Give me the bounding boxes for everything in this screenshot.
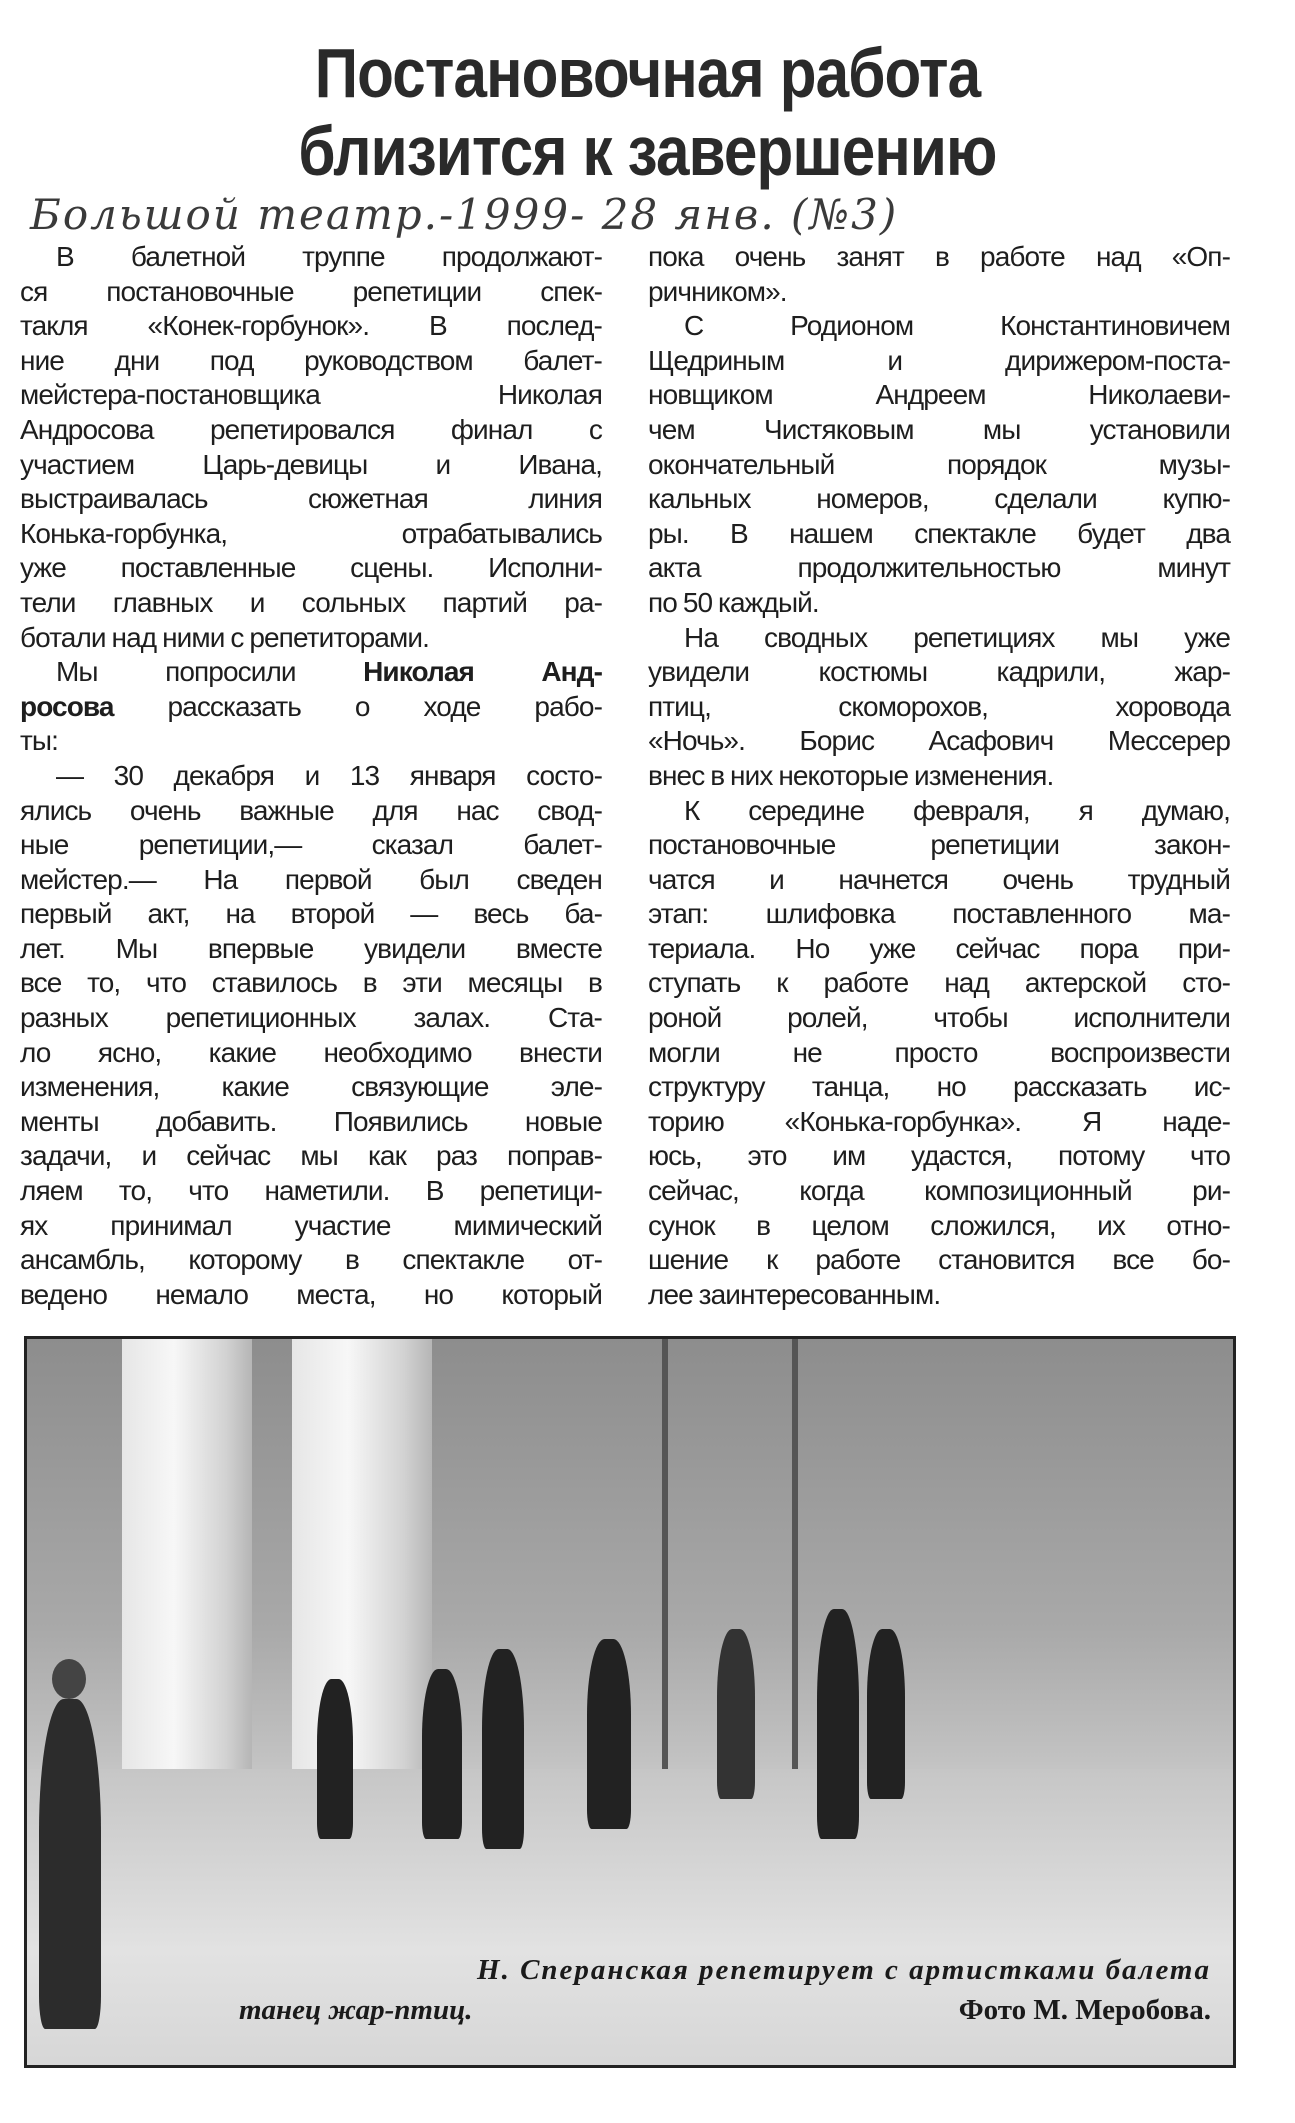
line-text: рассказать о ходе рабо-: [113, 690, 602, 722]
article-line: пока очень занят в работе над «Оп-: [648, 241, 1230, 272]
article-line: разных репетиционных залах. Ста-: [20, 1002, 602, 1034]
article-line: Щедриным и дирижером-поста-: [648, 344, 1230, 376]
article-line: могли не просто воспроизвести: [648, 1036, 1230, 1068]
article-line: Конька-горбунка, отрабатывались: [20, 517, 602, 549]
article-line: чатся и начнется очень трудный: [648, 863, 1230, 895]
article-line: сунок в целом сложился, их отно-: [648, 1209, 1230, 1241]
article-line: ступать к работе над актерской сто-: [648, 967, 1230, 999]
article-line: этап: шлифовка поставленного ма-: [648, 898, 1230, 930]
dancer-figure: [482, 1649, 524, 1849]
article-line: птиц, скоморохов, хоровода: [648, 690, 1230, 722]
curtain-stripe: [662, 1339, 668, 1769]
article-line: ся постановочные репетиции спек-: [20, 275, 602, 307]
photo-caption-continued: танец жар-птиц.: [239, 1994, 473, 2026]
article-line: постановочные репетиции закон-: [648, 829, 1230, 861]
article-line: Андросова репетировался финал с: [20, 413, 602, 445]
article-line: «Ночь». Борис Асафович Мессерер: [648, 725, 1230, 757]
article-line: сейчас, когда композиционный ри-: [648, 1175, 1230, 1207]
rehearsal-photo: [24, 1336, 1236, 2068]
article-line: ботали над ними с репетиторами.: [20, 621, 429, 653]
curtain-column: [122, 1339, 252, 1799]
article-line: новщиком Андреем Николаеви-: [648, 379, 1230, 411]
teacher-figure: [39, 1699, 101, 2029]
dancer-figure: [867, 1629, 905, 1799]
teacher-figure: [52, 1659, 86, 1699]
photo-caption: Н. Сперанская репетирует с артистками балета: [477, 1954, 1211, 1986]
photo-credit: Фото М. Меробова.: [958, 1994, 1211, 2026]
article-line: структуру танца, но рассказать ис-: [648, 1071, 1230, 1103]
article-line: изменения, какие связующие эле-: [20, 1071, 602, 1103]
bold-name: Николая Анд-: [363, 656, 602, 688]
article-line: териала. Но уже сейчас пора при-: [648, 932, 1230, 964]
article-line: ние дни под руководством балет-: [20, 344, 602, 376]
article-line: В балетной труппе продолжают-: [56, 241, 602, 272]
article-line: такля «Конек-горбунок». В послед-: [20, 310, 602, 342]
article-line: мейстера-постановщика Николая: [20, 379, 602, 411]
article-line: тели главных и сольных партий ра-: [20, 586, 602, 618]
dancer-figure: [317, 1679, 353, 1839]
headline-line-1: Постановочная работа: [314, 34, 981, 112]
handwritten-note: Большой театр.-1999- 28 янв. (№3): [30, 190, 899, 239]
article-line: по 50 каждый.: [648, 586, 819, 618]
article-line: С Родионом Константиновичем: [684, 310, 1230, 342]
article-line: ло ясно, какие необходимо внести: [20, 1036, 602, 1068]
dancer-figure: [422, 1669, 462, 1839]
bold-name: росова: [20, 690, 114, 722]
article-left-column: [20, 240, 602, 1312]
article-right-column: [648, 240, 1230, 1312]
article-line: шение к работе становится все бо-: [648, 1244, 1230, 1276]
article-line: К середине февраля, я думаю,: [684, 794, 1230, 826]
article-line: чем Чистяковым мы установили: [648, 413, 1230, 445]
line-text: Мы попросили: [56, 656, 364, 688]
article-line: лет. Мы впервые увидели вместе: [20, 932, 602, 964]
article-line: ялись очень важные для нас свод-: [20, 794, 602, 826]
article-line: роной ролей, чтобы исполнители: [648, 1002, 1230, 1034]
article-line: ные репетиции,— сказал балет-: [20, 829, 602, 861]
dancer-figure: [587, 1639, 631, 1829]
article-line: увидели костюмы кадрили, жар-: [648, 656, 1230, 688]
article-line: [20, 655, 602, 690]
article-line: окончательный порядок музы-: [648, 448, 1230, 480]
article-line: ричником».: [648, 275, 787, 307]
headline-line-2: близится к завершению: [298, 112, 997, 190]
article-line: ты:: [20, 725, 59, 757]
article-line: внес в них некоторые изменения.: [648, 759, 1054, 791]
article-line: уже поставленные сцены. Исполни-: [20, 552, 602, 584]
article-line: ры. В нашем спектакле будет два: [648, 517, 1230, 549]
curtain-column: [292, 1339, 432, 1799]
article-line: ансамбль, которому в спектакле от-: [20, 1244, 602, 1276]
article-line: мейстер.— На первой был сведен: [20, 863, 602, 895]
article-line: участием Царь-девицы и Ивана,: [20, 448, 602, 480]
article-line: кальных номеров, сделали купю-: [648, 483, 1230, 515]
article-line: менты добавить. Появились новые: [20, 1105, 602, 1137]
article-line: [20, 690, 602, 725]
dancer-figure: [717, 1629, 755, 1799]
article-line: лее заинтересованным.: [648, 1278, 941, 1310]
dancer-figure: [817, 1609, 859, 1839]
article-line: все то, что ставилось в эти месяцы в: [20, 967, 602, 999]
article-line: ях принимал участие мимический: [20, 1209, 602, 1241]
article-line: торию «Конька-горбунка». Я наде-: [648, 1105, 1230, 1137]
curtain-stripe: [792, 1339, 798, 1769]
article-line: задачи, и сейчас мы как раз поправ-: [20, 1140, 602, 1172]
article-line: юсь, это им удастся, потому что: [648, 1140, 1230, 1172]
article-line: ведено немало места, но который: [20, 1278, 602, 1310]
article-line: выстраивалась сюжетная линия: [20, 483, 602, 515]
article-line: первый акт, на второй — весь ба-: [20, 898, 602, 930]
article-line: На сводных репетициях мы уже: [684, 621, 1230, 653]
article-line: ляем то, что наметили. В репетици-: [20, 1175, 602, 1207]
article-line: акта продолжительностью минут: [648, 552, 1230, 584]
article-line: — 30 декабря и 13 января состо-: [56, 759, 602, 791]
